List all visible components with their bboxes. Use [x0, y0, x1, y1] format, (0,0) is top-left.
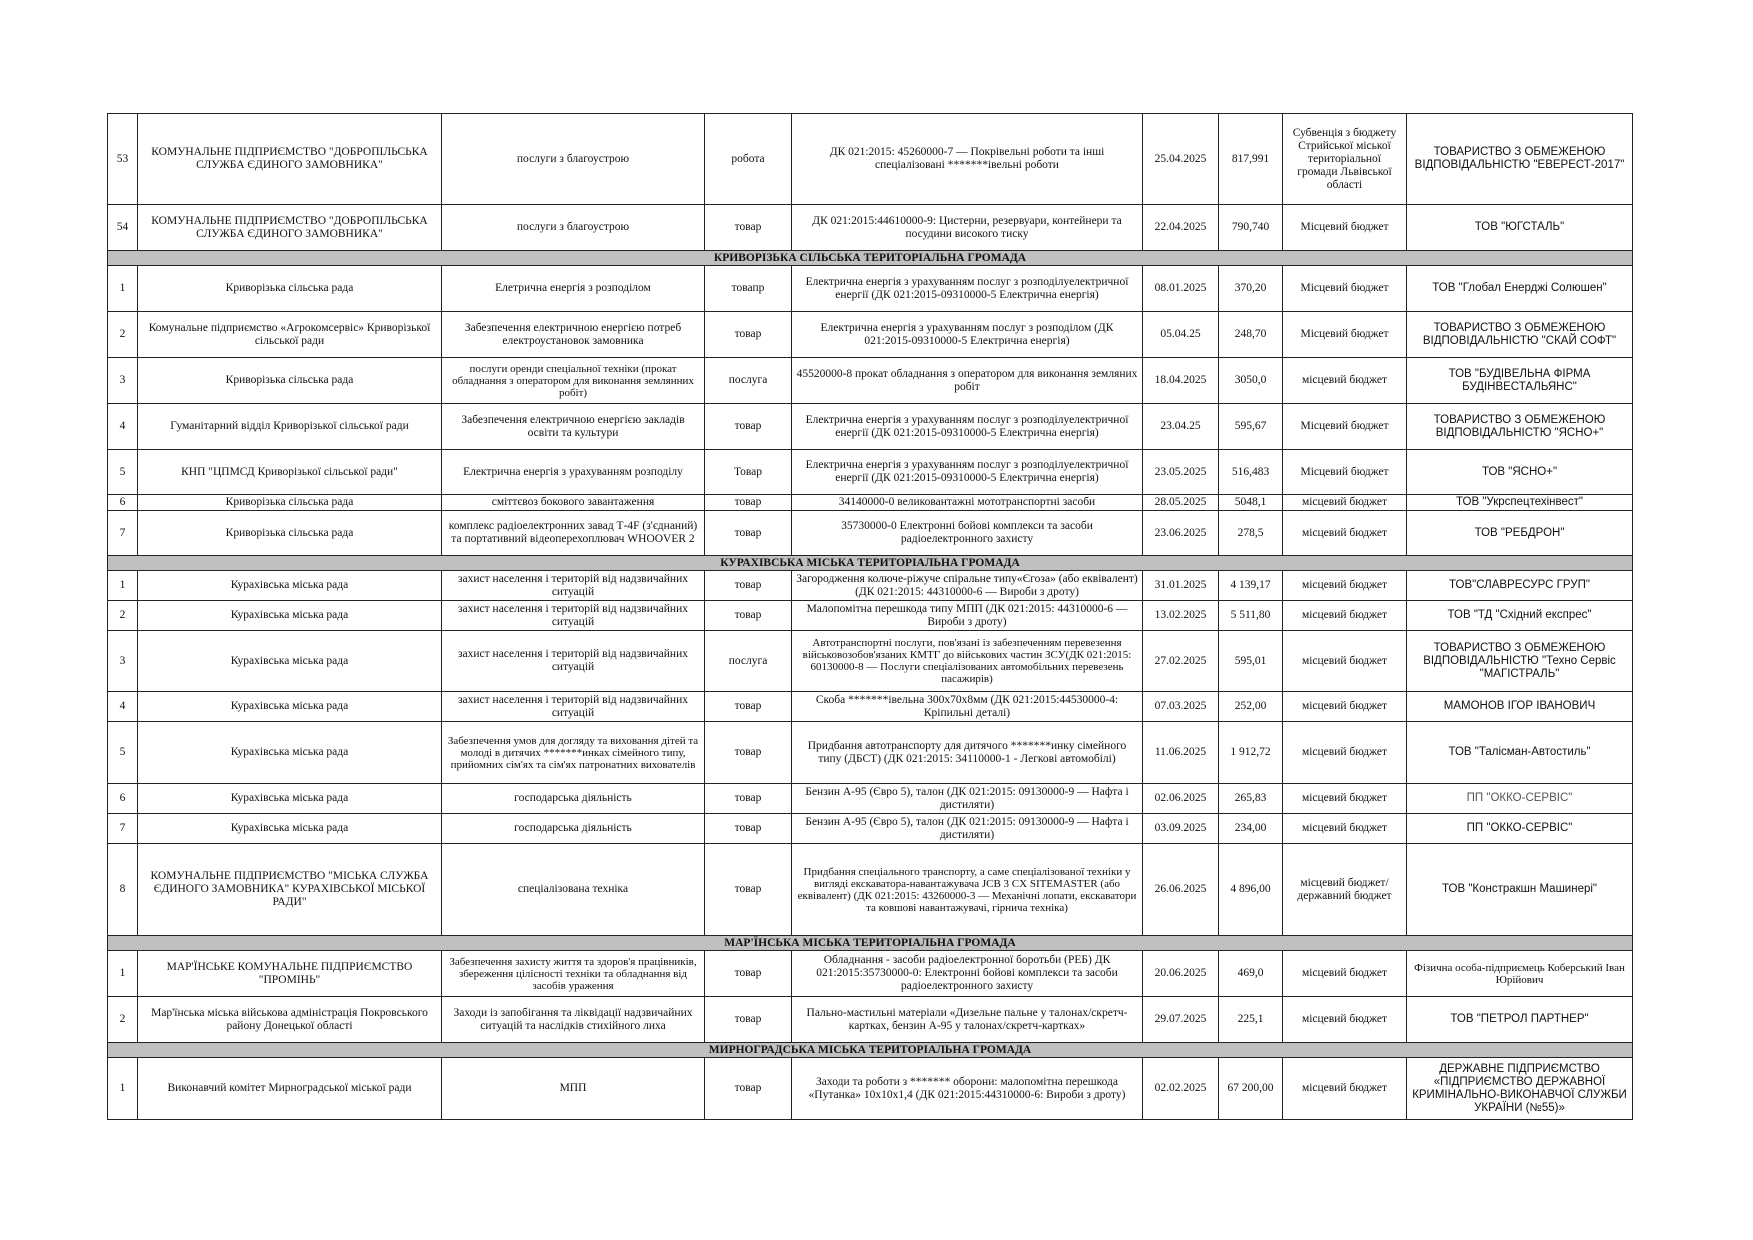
amount-cell: 516,483	[1219, 450, 1283, 495]
customer-cell: Мар'їнська міська військова адміністрація Покровського району Донецької області	[138, 997, 442, 1043]
subject-cell: 45520000-8 прокат обладнання з оператором для виконання земляних робіт	[792, 358, 1143, 404]
supplier-cell: ТОВ "ТД "Східний експрес"	[1407, 601, 1633, 631]
customer-cell: Криворізька сільська рада	[138, 266, 442, 312]
procurement-table	[107, 113, 1633, 1120]
customer-cell: Гуманітарний відділ Криворізької сільської ради	[138, 404, 442, 450]
type-cell: товар	[705, 784, 792, 814]
purpose-cell: Забезпечення захисту життя та здоров'я працівників, збереження цілісності техніки та обладнання від засобів ураження	[442, 951, 705, 997]
source-cell: місцевий бюджет	[1283, 495, 1407, 511]
supplier-cell: ТОВ "Констракшн Машинері"	[1407, 844, 1633, 936]
supplier-cell: ТОВ "БУДІВЕЛЬНА ФІРМА БУДІНВЕСТАЛЬЯНС"	[1407, 358, 1633, 404]
row-number: 1	[108, 266, 138, 312]
subject-cell: Заходи та роботи з ******* оборони: малопомітна перешкода «Путанка» 10х10х1,4 (ДК 021:2015:44310000-6: Вироби з дроту)	[792, 1058, 1143, 1120]
table-row	[108, 404, 1633, 450]
purpose-cell: послуги з благоустрою	[442, 114, 705, 205]
amount-cell: 252,00	[1219, 692, 1283, 722]
purpose-cell: Електрична енергія з урахуванням розподілу	[442, 450, 705, 495]
customer-cell: Криворізька сільська рада	[138, 495, 442, 511]
row-number: 2	[108, 601, 138, 631]
table-row	[108, 312, 1633, 358]
supplier-cell: ДЕРЖАВНЕ ПІДПРИЄМСТВО «ПІДПРИЄМСТВО ДЕРЖАВНОЇ КРИМІНАЛЬНО-ВИКОНАВЧОЇ СЛУЖБИ УКРАЇНИ (№55)»	[1407, 1058, 1633, 1120]
section-title-marinska: МАР'ЇНСЬКА МІСЬКА ТЕРИТОРІАЛЬНА ГРОМАДА	[108, 936, 1633, 951]
table-row	[108, 495, 1633, 511]
customer-cell: КОМУНАЛЬНЕ ПІДПРИЄМСТВО "ДОБРОПІЛЬСЬКА СЛУЖБА ЄДИНОГО ЗАМОВНИКА"	[138, 114, 442, 205]
date-cell: 31.01.2025	[1143, 571, 1219, 601]
type-cell: робота	[705, 114, 792, 205]
subject-cell: ДК 021:2015: 45260000-7 — Покрівельні роботи та інші спеціалізовані *******івельні роботи	[792, 114, 1143, 205]
type-cell: товар	[705, 571, 792, 601]
supplier-cell: ТОВАРИСТВО З ОБМЕЖЕНОЮ ВІДПОВІДАЛЬНІСТЮ "СКАЙ СОФТ"	[1407, 312, 1633, 358]
row-number: 8	[108, 844, 138, 936]
source-cell: Субвенція з бюджету Стрийської міської територіальної громади Львівської області	[1283, 114, 1407, 205]
date-cell: 28.05.2025	[1143, 495, 1219, 511]
date-cell: 13.02.2025	[1143, 601, 1219, 631]
subject-cell: Придбання автотранспорту для дитячого *******инку сімейного типу (ДБСТ) (ДК 021:2015: 34110000-1 - Легкові автомобілі)	[792, 722, 1143, 784]
type-cell: послуга	[705, 631, 792, 692]
subject-cell: Електрична енергія з урахуванням послуг з розподілуелектричної енергії (ДК 021:2015-09310000-5 Електрична енергія)	[792, 404, 1143, 450]
source-cell: місцевий бюджет	[1283, 722, 1407, 784]
row-number: 6	[108, 495, 138, 511]
supplier-cell: ТОВ "ЯСНО+"	[1407, 450, 1633, 495]
supplier-cell: ТОВ "Укрспецтехінвест"	[1407, 495, 1633, 511]
subject-cell: Скоба *******івельна 300х70х8мм (ДК 021:2015:44530000-4: Кріпильні деталі)	[792, 692, 1143, 722]
source-cell: місцевий бюджет	[1283, 601, 1407, 631]
customer-cell: Курахівська міська рада	[138, 814, 442, 844]
subject-cell: 35730000-0 Електронні бойові комплекси та засоби радіоелектронного захисту	[792, 511, 1143, 556]
customer-cell: КНП "ЦПМСД Криворізької сільської ради"	[138, 450, 442, 495]
type-cell: товар	[705, 722, 792, 784]
row-number: 3	[108, 631, 138, 692]
purpose-cell: Заходи із запобігання та ліквідації надзвичайних ситуацій та наслідків стихійного лиха	[442, 997, 705, 1043]
table-row	[108, 784, 1633, 814]
subject-cell: Автотранспортні послуги, пов'язані із забезпеченням перевезення військовозобов'язаних КМТГ до військових частин ЗСУ(ДК 021:2015: 60130000-8 — Послуги спеціалізованих автомобільних перевезень пасажирів)	[792, 631, 1143, 692]
supplier-cell: МАМОНОВ ІГОР ІВАНОВИЧ	[1407, 692, 1633, 722]
customer-cell: Курахівська міська рада	[138, 722, 442, 784]
section-title-myrnohradska: МИРНОГРАДСЬКА МІСЬКА ТЕРИТОРІАЛЬНА ГРОМАДА	[108, 1043, 1633, 1058]
subject-cell: ДК 021:2015:44610000-9: Цистерни, резервуари, контейнери та посудини високого тиску	[792, 205, 1143, 251]
amount-cell: 5048,1	[1219, 495, 1283, 511]
table-row	[108, 601, 1633, 631]
purpose-cell: Елетрична енергія з розподілом	[442, 266, 705, 312]
date-cell: 18.04.2025	[1143, 358, 1219, 404]
type-cell: товар	[705, 844, 792, 936]
type-cell: послуга	[705, 358, 792, 404]
type-cell: товар	[705, 997, 792, 1043]
subject-cell: Електрична енергія з урахуванням послуг з розподілуелектричної енергії (ДК 021:2015-09310000-5 Електрична енергія)	[792, 266, 1143, 312]
type-cell: товар	[705, 951, 792, 997]
amount-cell: 790,740	[1219, 205, 1283, 251]
table-row	[108, 692, 1633, 722]
amount-cell: 370,20	[1219, 266, 1283, 312]
type-cell: Товар	[705, 450, 792, 495]
amount-cell: 67 200,00	[1219, 1058, 1283, 1120]
table-row	[108, 631, 1633, 692]
date-cell: 29.07.2025	[1143, 997, 1219, 1043]
date-cell: 08.01.2025	[1143, 266, 1219, 312]
date-cell: 23.04.25	[1143, 404, 1219, 450]
date-cell: 11.06.2025	[1143, 722, 1219, 784]
type-cell: товар	[705, 511, 792, 556]
amount-cell: 234,00	[1219, 814, 1283, 844]
row-number: 1	[108, 951, 138, 997]
subject-cell: Малопомітна перешкода типу МПП (ДК 021:2015: 44310000-6 — Вироби з дроту)	[792, 601, 1143, 631]
purpose-cell: господарська діяльність	[442, 784, 705, 814]
subject-cell: Бензин А-95 (Євро 5), талон (ДК 021:2015: 09130000-9 — Нафта і дистиляти)	[792, 784, 1143, 814]
purpose-cell: захист населення і територій від надзвичайних ситуацій	[442, 692, 705, 722]
customer-cell: Курахівська міська рада	[138, 692, 442, 722]
customer-cell: КОМУНАЛЬНЕ ПІДПРИЄМСТВО "ДОБРОПІЛЬСЬКА СЛУЖБА ЄДИНОГО ЗАМОВНИКА"	[138, 205, 442, 251]
date-cell: 05.04.25	[1143, 312, 1219, 358]
purpose-cell: Забезпечення умов для догляду та виховання дітей та молоді в дитячих *******инках сімейного типу, прийомних сім'ях та сім'ях патронатних вихователів	[442, 722, 705, 784]
type-cell: товапр	[705, 266, 792, 312]
row-number: 1	[108, 1058, 138, 1120]
source-cell: місцевий бюджет	[1283, 631, 1407, 692]
purpose-cell: спеціалізована техніка	[442, 844, 705, 936]
source-cell: Місцевий бюджет	[1283, 205, 1407, 251]
amount-cell: 4 896,00	[1219, 844, 1283, 936]
table-row	[108, 722, 1633, 784]
table-row	[108, 266, 1633, 312]
amount-cell: 595,67	[1219, 404, 1283, 450]
source-cell: місцевий бюджет	[1283, 951, 1407, 997]
section-header	[108, 251, 1633, 266]
supplier-cell: ПП "ОККО-СЕРВІС"	[1407, 784, 1633, 814]
subject-cell: Обладнання - засоби радіоелектронної боротьби (РЕБ) ДК 021:2015:35730000-0: Електронні бойові комплекси та засоби радіоелектронного захисту	[792, 951, 1143, 997]
row-number: 2	[108, 997, 138, 1043]
section-title-kurakhivska: КУРАХІВСЬКА МІСЬКА ТЕРИТОРІАЛЬНА ГРОМАДА	[108, 556, 1633, 571]
date-cell: 23.06.2025	[1143, 511, 1219, 556]
supplier-cell: ПП "ОККО-СЕРВІС"	[1407, 814, 1633, 844]
amount-cell: 225,1	[1219, 997, 1283, 1043]
supplier-cell: ТОВ "ЮГСТАЛЬ"	[1407, 205, 1633, 251]
supplier-cell: ТОВ "Талісман-Автостиль"	[1407, 722, 1633, 784]
subject-cell: Електрична енергія з урахуванням послуг з розподілом (ДК 021:2015-09310000-5 Електрична енергія)	[792, 312, 1143, 358]
row-number: 1	[108, 571, 138, 601]
amount-cell: 469,0	[1219, 951, 1283, 997]
supplier-cell: ТОВАРИСТВО З ОБМЕЖЕНОЮ ВІДПОВІДАЛЬНІСТЮ "Техно Сервіс "МАГІСТРАЛЬ"	[1407, 631, 1633, 692]
supplier-cell: ТОВАРИСТВО З ОБМЕЖЕНОЮ ВІДПОВІДАЛЬНІСТЮ "ЯСНО+"	[1407, 404, 1633, 450]
purpose-cell: господарська діяльність	[442, 814, 705, 844]
customer-cell: МАР'ЇНСЬКЕ КОМУНАЛЬНЕ ПІДПРИЄМСТВО "ПРОМІНЬ"	[138, 951, 442, 997]
source-cell: місцевий бюджет	[1283, 814, 1407, 844]
source-cell: Місцевий бюджет	[1283, 266, 1407, 312]
row-number: 5	[108, 722, 138, 784]
row-number: 53	[108, 114, 138, 205]
supplier-cell: ТОВ"СЛАВРЕСУРС ГРУП"	[1407, 571, 1633, 601]
customer-cell: Криворізька сільська рада	[138, 358, 442, 404]
section-header	[108, 1043, 1633, 1058]
amount-cell: 248,70	[1219, 312, 1283, 358]
section-header	[108, 936, 1633, 951]
purpose-cell: Забезпечення електричною енергією потреб електроустановок замовника	[442, 312, 705, 358]
supplier-cell: Фізична особа-підприємець Коберський Іван Юрійович	[1407, 951, 1633, 997]
supplier-cell: ТОВАРИСТВО З ОБМЕЖЕНОЮ ВІДПОВІДАЛЬНІСТЮ "ЕВЕРЕСТ-2017"	[1407, 114, 1633, 205]
table-row	[108, 951, 1633, 997]
amount-cell: 265,83	[1219, 784, 1283, 814]
source-cell: місцевий бюджет/державний бюджет	[1283, 844, 1407, 936]
subject-cell: Бензин А-95 (Євро 5), талон (ДК 021:2015: 09130000-9 — Нафта і дистиляти)	[792, 814, 1143, 844]
table-row	[108, 1058, 1633, 1120]
supplier-cell: ТОВ "Глобал Енерджі Солюшен"	[1407, 266, 1633, 312]
customer-cell: Курахівська міська рада	[138, 601, 442, 631]
subject-cell: Загородження колюче-ріжуче спіральне типу«Єгоза» (або еквівалент) (ДК 021:2015: 44310000-6 — Вироби з дроту)	[792, 571, 1143, 601]
customer-cell: Криворізька сільська рада	[138, 511, 442, 556]
source-cell: місцевий бюджет	[1283, 997, 1407, 1043]
date-cell: 26.06.2025	[1143, 844, 1219, 936]
source-cell: місцевий бюджет	[1283, 1058, 1407, 1120]
date-cell: 27.02.2025	[1143, 631, 1219, 692]
source-cell: місцевий бюджет	[1283, 571, 1407, 601]
row-number: 54	[108, 205, 138, 251]
supplier-cell: ТОВ "ПЕТРОЛ ПАРТНЕР"	[1407, 997, 1633, 1043]
purpose-cell: захист населення і територій від надзвичайних ситуацій	[442, 631, 705, 692]
amount-cell: 817,991	[1219, 114, 1283, 205]
purpose-cell: сміттєвоз бокового завантаження	[442, 495, 705, 511]
purpose-cell: захист населення і територій від надзвичайних ситуацій	[442, 601, 705, 631]
customer-cell: Курахівська міська рада	[138, 571, 442, 601]
table-row	[108, 450, 1633, 495]
table-row	[108, 205, 1633, 251]
table-row	[108, 358, 1633, 404]
date-cell: 22.04.2025	[1143, 205, 1219, 251]
source-cell: місцевий бюджет	[1283, 358, 1407, 404]
date-cell: 07.03.2025	[1143, 692, 1219, 722]
purpose-cell: МПП	[442, 1058, 705, 1120]
type-cell: товар	[705, 601, 792, 631]
purpose-cell: комплекс радіоелектронних завад Т-4F (з'єднаний) та портативний відеоперехоплювач WHOOVER 2	[442, 511, 705, 556]
type-cell: товар	[705, 814, 792, 844]
amount-cell: 5 511,80	[1219, 601, 1283, 631]
type-cell: товар	[705, 495, 792, 511]
amount-cell: 3050,0	[1219, 358, 1283, 404]
table-row	[108, 997, 1633, 1043]
date-cell: 02.06.2025	[1143, 784, 1219, 814]
purpose-cell: захист населення і територій від надзвичайних ситуацій	[442, 571, 705, 601]
date-cell: 20.06.2025	[1143, 951, 1219, 997]
subject-cell: 34140000-0 великовантажні мототранспортні засоби	[792, 495, 1143, 511]
date-cell: 23.05.2025	[1143, 450, 1219, 495]
type-cell: товар	[705, 404, 792, 450]
source-cell: місцевий бюджет	[1283, 692, 1407, 722]
source-cell: місцевий бюджет	[1283, 784, 1407, 814]
purpose-cell: Забезпечення електричною енергією закладів освіти та культури	[442, 404, 705, 450]
table-row	[108, 814, 1633, 844]
table-row	[108, 114, 1633, 205]
table-row	[108, 511, 1633, 556]
table-row	[108, 571, 1633, 601]
source-cell: Місцевий бюджет	[1283, 312, 1407, 358]
customer-cell: Комунальне підприємство «Агрокомсервіс» Криворізької сільської ради	[138, 312, 442, 358]
amount-cell: 4 139,17	[1219, 571, 1283, 601]
amount-cell: 595,01	[1219, 631, 1283, 692]
source-cell: Місцевий бюджет	[1283, 404, 1407, 450]
amount-cell: 278,5	[1219, 511, 1283, 556]
type-cell: товар	[705, 312, 792, 358]
row-number: 3	[108, 358, 138, 404]
subject-cell: Електрична енергія з урахуванням послуг з розподілуелектричної енергії (ДК 021:2015-09310000-5 Електрична енергія)	[792, 450, 1143, 495]
type-cell: товар	[705, 1058, 792, 1120]
customer-cell: Курахівська міська рада	[138, 631, 442, 692]
row-number: 4	[108, 692, 138, 722]
customer-cell: Курахівська міська рада	[138, 784, 442, 814]
supplier-cell: ТОВ "РЕБДРОН"	[1407, 511, 1633, 556]
subject-cell: Пально-мастильні матеріали «Дизельне пальне у талонах/скретч-картках, бензин А-95 у талонах/скретч-картках»	[792, 997, 1143, 1043]
row-number: 5	[108, 450, 138, 495]
date-cell: 25.04.2025	[1143, 114, 1219, 205]
row-number: 7	[108, 511, 138, 556]
section-title-kryvorizka: КРИВОРІЗЬКА СІЛЬСЬКА ТЕРИТОРІАЛЬНА ГРОМАДА	[108, 251, 1633, 266]
row-number: 7	[108, 814, 138, 844]
type-cell: товар	[705, 205, 792, 251]
date-cell: 03.09.2025	[1143, 814, 1219, 844]
section-header	[108, 556, 1633, 571]
row-number: 4	[108, 404, 138, 450]
subject-cell: Придбання спеціального транспорту, а саме спеціалізованої техніки у вигляді екскаватора-навантажувача JCB 3 CX SITEMASTER (або еквівалент) (ДК 021:2015: 43260000-3 — Механічні лопати, екскаватори та ковшові навантажувачі, гірнича техніка)	[792, 844, 1143, 936]
row-number: 6	[108, 784, 138, 814]
source-cell: місцевий бюджет	[1283, 511, 1407, 556]
row-number: 2	[108, 312, 138, 358]
type-cell: товар	[705, 692, 792, 722]
source-cell: Місцевий бюджет	[1283, 450, 1407, 495]
date-cell: 02.02.2025	[1143, 1058, 1219, 1120]
amount-cell: 1 912,72	[1219, 722, 1283, 784]
purpose-cell: послуги оренди спеціальної техніки (прокат обладнання з оператором для виконання землянних робіт)	[442, 358, 705, 404]
purpose-cell: послуги з благоустрою	[442, 205, 705, 251]
table-row	[108, 844, 1633, 936]
customer-cell: КОМУНАЛЬНЕ ПІДПРИЄМСТВО "МІСЬКА СЛУЖБА ЄДИНОГО ЗАМОВНИКА" КУРАХІВСЬКОЇ МІСЬКОЇ РАДИ"	[138, 844, 442, 936]
customer-cell: Виконавчий комітет Мирноградської міської ради	[138, 1058, 442, 1120]
